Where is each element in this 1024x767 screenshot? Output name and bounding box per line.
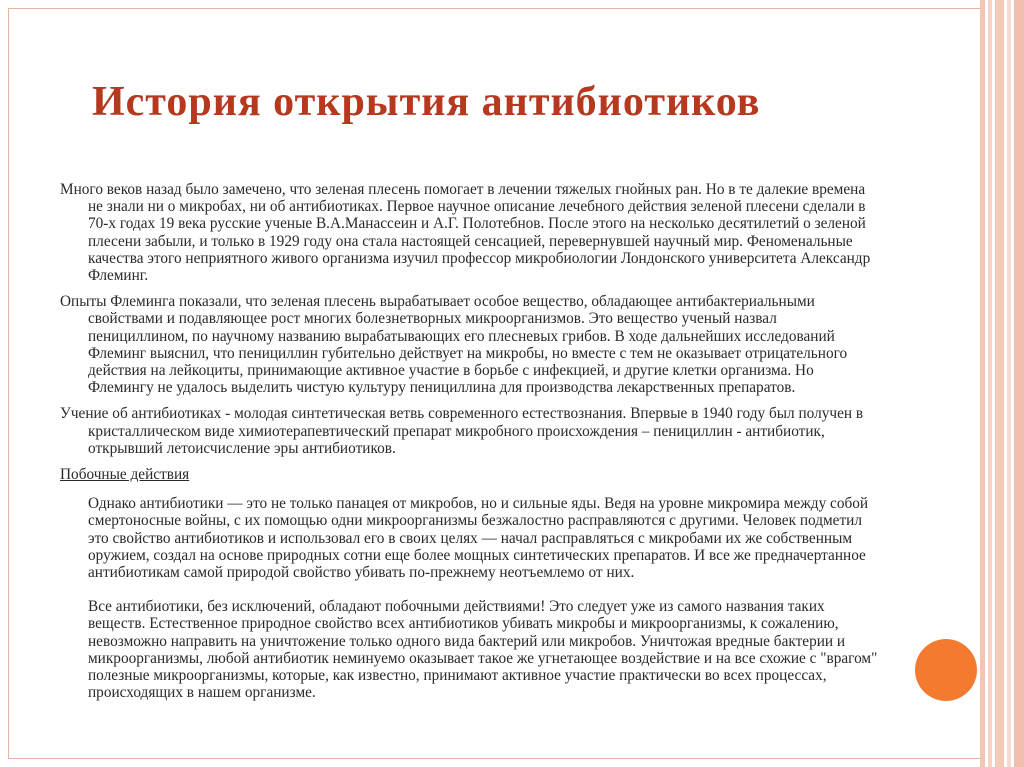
decor-stripe <box>995 0 1004 767</box>
frame-line-top <box>8 8 980 9</box>
side-effects-heading: Побочные действия <box>60 466 190 484</box>
paragraph-side-effects-2: Все антибиотики, без исключений, обладают побочными действиями! Это следует уже из самого названия таких веществ. Естественное природное свойство всех антибиотиков убивать микробы и микроорганизмы, к сожалению, невозможно направить на уничтожение только одного вида бактерий или микробов. Уничтожая вредные бактерии и микроорганизмы, любой антибиотик неминуемо оказывает такое же угнетающее воздействие и на все схожие с "врагом" полезные микроорганизмы, которые, как известно, принимают активное участие практически во всех процессах, происходящих в нашем организме. <box>88 598 878 702</box>
decor-stripe <box>1014 0 1024 767</box>
decor-stripe <box>988 0 992 767</box>
frame-line-left <box>8 8 9 759</box>
decor-stripe <box>980 0 985 767</box>
decor-circle <box>915 639 977 701</box>
slide-body <box>60 181 880 718</box>
paragraph-fleming: Опыты Флеминга показали, что зеленая плесень вырабатывает особое вещество, обладающее антибактериальными свойствами и подавляющее рост многих болезнетворных микроорганизмов. Это вещество ученый назвал пенициллином, по научному названию вырабатывающих его плесневых грибов. В ходе дальнейших исследований Флеминг выяснил, что пенициллин губительно действует на микробы, но вместе с тем не оказывает отрицательного действия на лейкоциты, принимающие активное участие в борьбе с инфекцией, и другие клетки организма. Но Флемингу не удалось выделить чистую культуру пенициллина для производства лекарственных препаратов. <box>60 293 848 397</box>
decor-stripe <box>1007 0 1011 767</box>
paragraph-antibiotic-science: Учение об антибиотиках - молодая синтетическая ветвь современного естествознания. Впервые в 1940 году был получен в кристаллическом виде химиотерапевтический препарат микробного происхождения – пенициллин - антибиотик, открывший летоисчисление эры антибиотиков. <box>60 405 864 457</box>
slide-title: История открытия антибиотиков <box>92 79 761 125</box>
frame-line-bottom <box>8 758 980 759</box>
paragraph-side-effects-1: Однако антибиотики — это не только панацея от микробов, но и сильные яды. Ведя на уровне микромира между собой смертоносные войны, с их помощью одни микроорганизмы безжалостно расправляются с другими. Человек подметил это свойство антибиотиков и использовал его в своих целях — начал расправляться с микробами их же собственным оружием, создал на основе природных сотни еще более мощных синтетических препаратов. И все же предначертанное антибиотикам самой природой свойство убивать по-прежнему неотъемлемо от них. <box>88 495 869 582</box>
paragraph-history: Много веков назад было замечено, что зеленая плесень помогает в лечении тяжелых гнойных ран. Но в те далекие времена не знали ни о микробах, ни об антибиотиках. Первое научное описание лечебного действия зеленой плесени сделали в 70-х годах 19 века русские ученые В.А.Манассеин и А.Г. Полотебнов. После этого на несколько десятилетий о зеленой плесени забыли, и только в 1929 году она стала настоящей сенсацией, перевернувшей научный мир. Феноменальные качества этого неприятного живого организма изучил профессор микробиологии Лондонского университета Александр Флеминг. <box>60 181 871 285</box>
